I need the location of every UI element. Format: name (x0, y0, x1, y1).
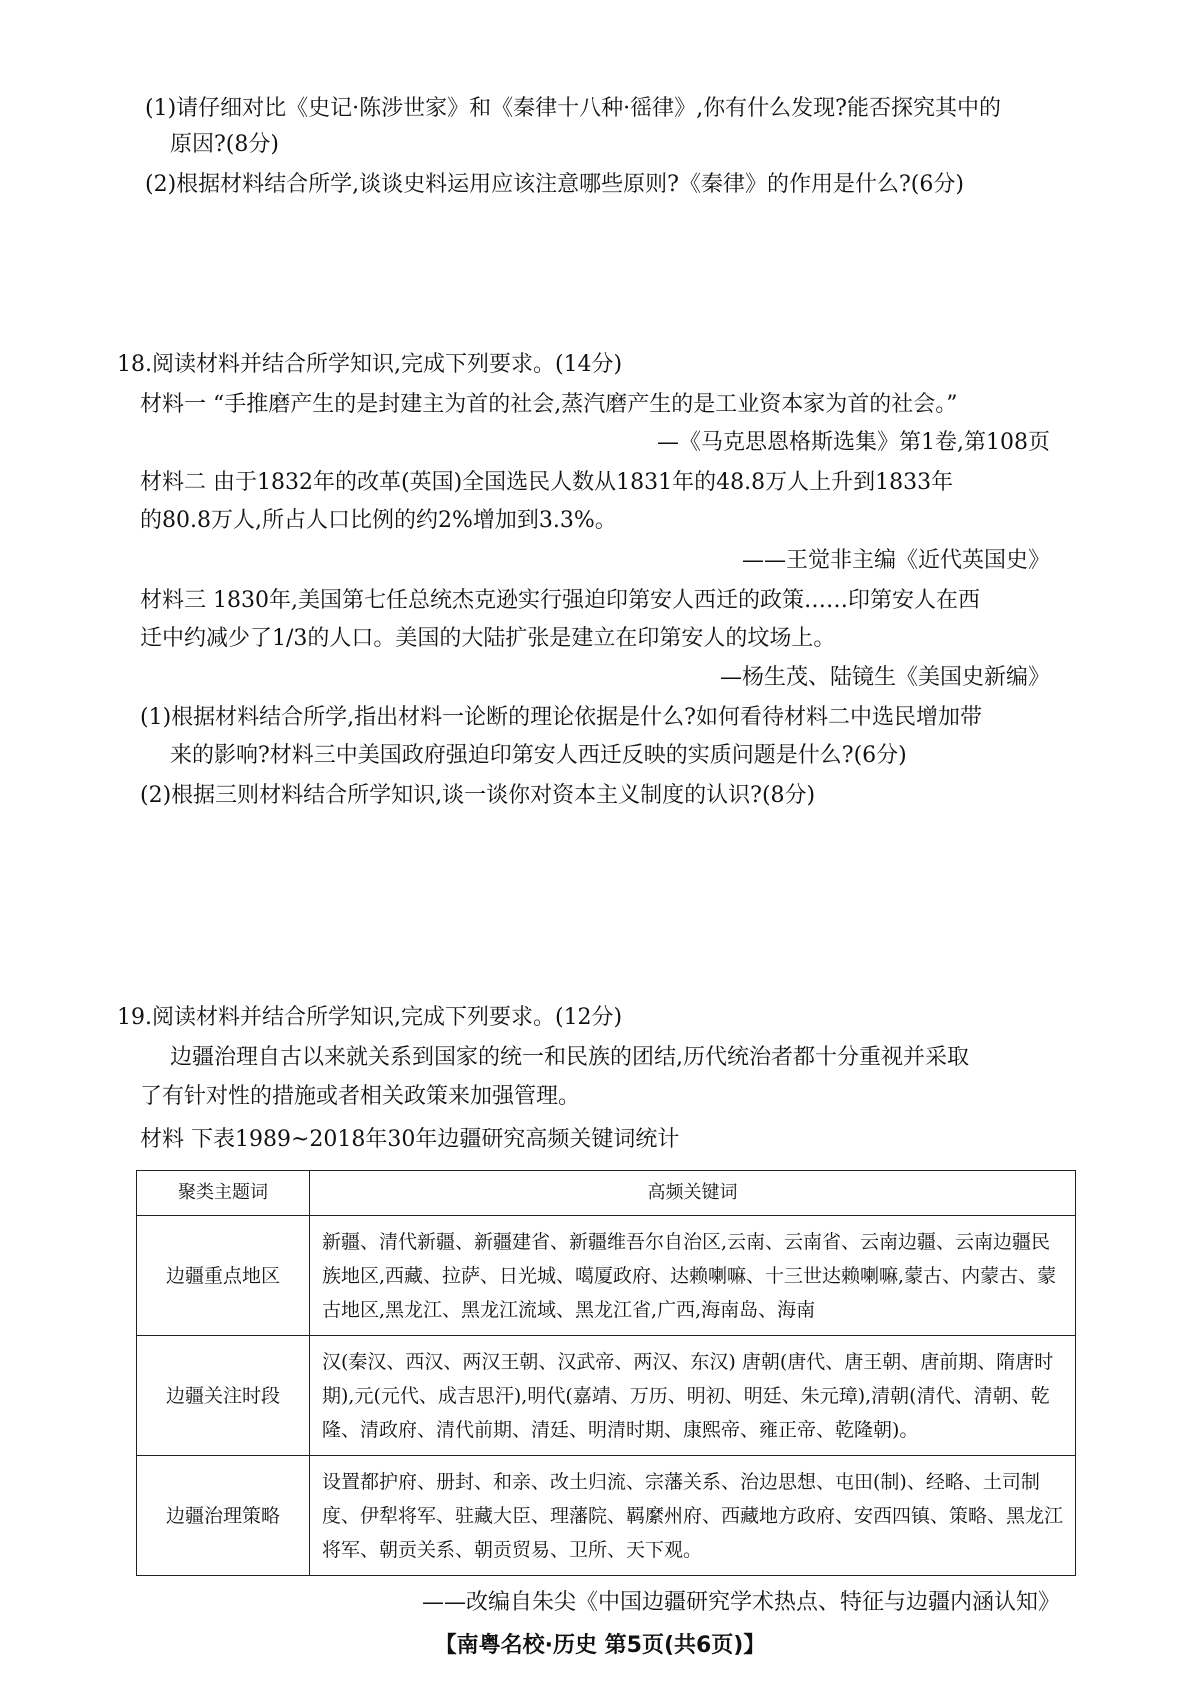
q18-material3-line2: 迁中约减少了1/3的人口。美国的大陆扩张是建立在印第安人的坟场上。 (140, 626, 836, 651)
q19-title: 19.阅读材料并结合所学知识,完成下列要求。(12分) (117, 1005, 623, 1030)
q18-material3-source: —杨生茂、陆镜生《美国史新编》 (719, 665, 1050, 690)
q18-title: 18.阅读材料并结合所学知识,完成下列要求。(14分) (117, 352, 623, 377)
table-cell-category: 边疆关注时段 (137, 1336, 310, 1456)
table-header-category: 聚类主题词 (137, 1171, 310, 1216)
table-cell-keywords: 汉(秦汉、西汉、两汉王朝、汉武帝、两汉、东汉) 唐朝(唐代、唐王朝、唐前期、隋唐时期),元(元代、成吉思汗),明代(嘉靖、万历、明初、明廷、朱元璋),清朝(清代、清朝、乾隆、清政府、清代前期、清廷、明清时期、康熙帝、雍正帝、乾隆朝)。 (310, 1336, 1076, 1456)
q18-material2-source: ——王觉非主编《近代英国史》 (741, 548, 1050, 573)
q18-material3-line1: 材料三 1830年,美国第七任总统杰克逊实行强迫印第安人西迁的政策……印第安人在西 (140, 588, 980, 613)
q17-sub2: (2)根据材料结合所学,谈谈史料运用应该注意哪些原则?《秦律》的作用是什么?(6分) (145, 172, 964, 197)
q18-material1: 材料一 “手推磨产生的是封建主为首的社会,蒸汽磨产生的是工业资本家为首的社会。” (140, 392, 958, 417)
table-cell-category: 边疆治理策略 (137, 1456, 310, 1576)
q18-material2-line2: 的80.8万人,所占人口比例的约2%增加到3.3%。 (140, 508, 617, 533)
table-row (137, 1456, 1076, 1576)
table-cell-category: 边疆重点地区 (137, 1216, 310, 1336)
q18-sub1-line2: 来的影响?材料三中美国政府强迫印第安人西迁反映的实质问题是什么?(6分) (170, 743, 907, 768)
table-row (137, 1336, 1076, 1456)
page-footer: 【南粤名校·历史 第5页(共6页)】 (434, 1633, 766, 1658)
q19-intro-line2: 了有针对性的措施或者相关政策来加强管理。 (140, 1084, 581, 1109)
table-cell-keywords: 设置都护府、册封、和亲、改土归流、宗藩关系、治边思想、屯田(制)、经略、土司制度、伊犁将军、驻藏大臣、理藩院、羁縻州府、西藏地方政府、安西四镇、策略、黑龙江将军、朝贡关系、朝贡贸易、卫所、天下观。 (310, 1456, 1076, 1576)
q18-sub1-line1: (1)根据材料结合所学,指出材料一论断的理论依据是什么?如何看待材料二中选民增加带 (140, 705, 982, 730)
q18-material2-line1: 材料二 由于1832年的改革(英国)全国选民人数从1831年的48.8万人上升到1833年 (140, 470, 954, 495)
table-cell-keywords: 新疆、清代新疆、新疆建省、新疆维吾尔自治区,云南、云南省、云南边疆、云南边疆民族地区,西藏、拉萨、日光城、噶厦政府、达赖喇嘛、十三世达赖喇嘛,蒙古、内蒙古、蒙古地区,黑龙江、黑龙江流域、黑龙江省,广西,海南岛、海南 (310, 1216, 1076, 1336)
keyword-table (136, 1170, 1076, 1576)
q17-sub1-line1: (1)请仔细对比《史记·陈涉世家》和《秦律十八种·徭律》,你有什么发现?能否探究其中的 (145, 96, 1001, 121)
q19-material-caption: 材料 下表1989~2018年30年边疆研究高频关键词统计 (140, 1127, 680, 1152)
q19-source: ——改编自朱尖《中国边疆研究学术热点、特征与边疆内涵认知》 (421, 1590, 1060, 1615)
q19-intro-line1: 边疆治理自古以来就关系到国家的统一和民族的团结,历代统治者都十分重视并采取 (170, 1045, 969, 1070)
table-row (137, 1216, 1076, 1336)
q18-material1-source: —《马克思恩格斯选集》第1卷,第108页 (657, 430, 1050, 455)
table-header-keywords: 高频关键词 (310, 1171, 1076, 1216)
q18-sub2: (2)根据三则材料结合所学知识,谈一谈你对资本主义制度的认识?(8分) (140, 783, 816, 808)
table-header-row (137, 1171, 1076, 1216)
q17-sub1-line2: 原因?(8分) (170, 132, 279, 157)
